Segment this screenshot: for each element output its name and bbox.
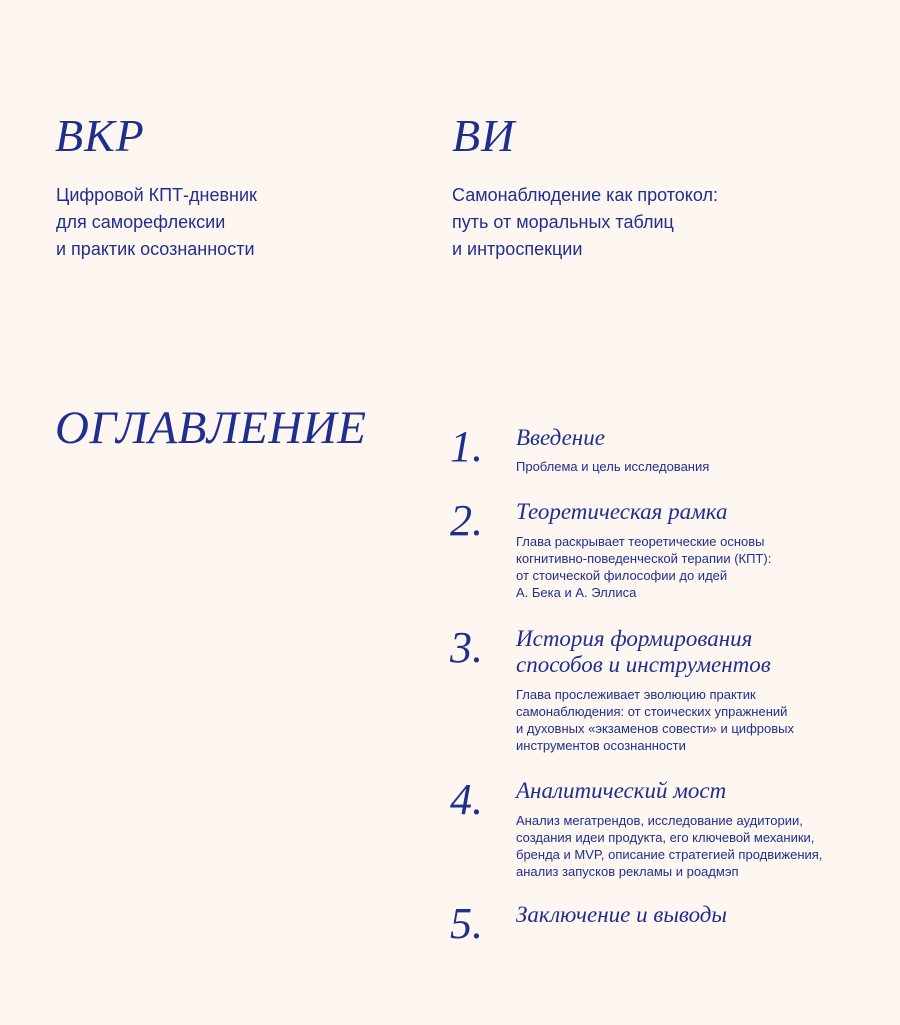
toc-item-number: 4. (450, 775, 483, 824)
toc-item-text: Глава раскрывает теоретические основы когнитивно-поведенческой терапии (КПТ): от стоической философии до идей А. Бека и А. Эллиса (516, 534, 772, 600)
toc-item-text: Анализ мегатрендов, исследование аудитории, создания идеи продукта, его ключевой механики, бренда и MVP, описание стратегией продвижения, анализ запусков рекламы и роадмэп (516, 813, 823, 879)
toc-item-title: Теоретическая рамка (516, 499, 728, 524)
toc-item-number: 1. (450, 422, 483, 471)
toc-item-number: 2. (450, 496, 483, 545)
toc-item-title: История формирования способов и инструментов (516, 626, 771, 677)
vi-description: Самонаблюдение как протокол: путь от моральных таблиц и интроспекции (452, 185, 718, 259)
toc-item-title: Заключение и выводы (516, 902, 727, 927)
toc-item-text: Глава прослеживает эволюцию практик самонаблюдения: от стоических упражнений и духовных «экзаменов совести» и цифровых инструментов осознанности (516, 687, 794, 753)
toc-item-title: Введение (516, 425, 605, 450)
toc-item-number: 5. (450, 899, 483, 948)
toc-item-text: Проблема и цель исследования (516, 459, 710, 474)
vkr-description: Цифровой КПТ-дневник для саморефлексии и практик осознанности (56, 185, 257, 259)
vkr-abbreviation: ВКР (55, 110, 145, 161)
toc-item-title: Аналитический мост (516, 778, 727, 803)
vi-abbreviation: ВИ (452, 110, 516, 161)
toc-item-number: 3. (450, 623, 483, 672)
toc-heading: ОГЛАВЛЕНИЕ (55, 402, 367, 454)
